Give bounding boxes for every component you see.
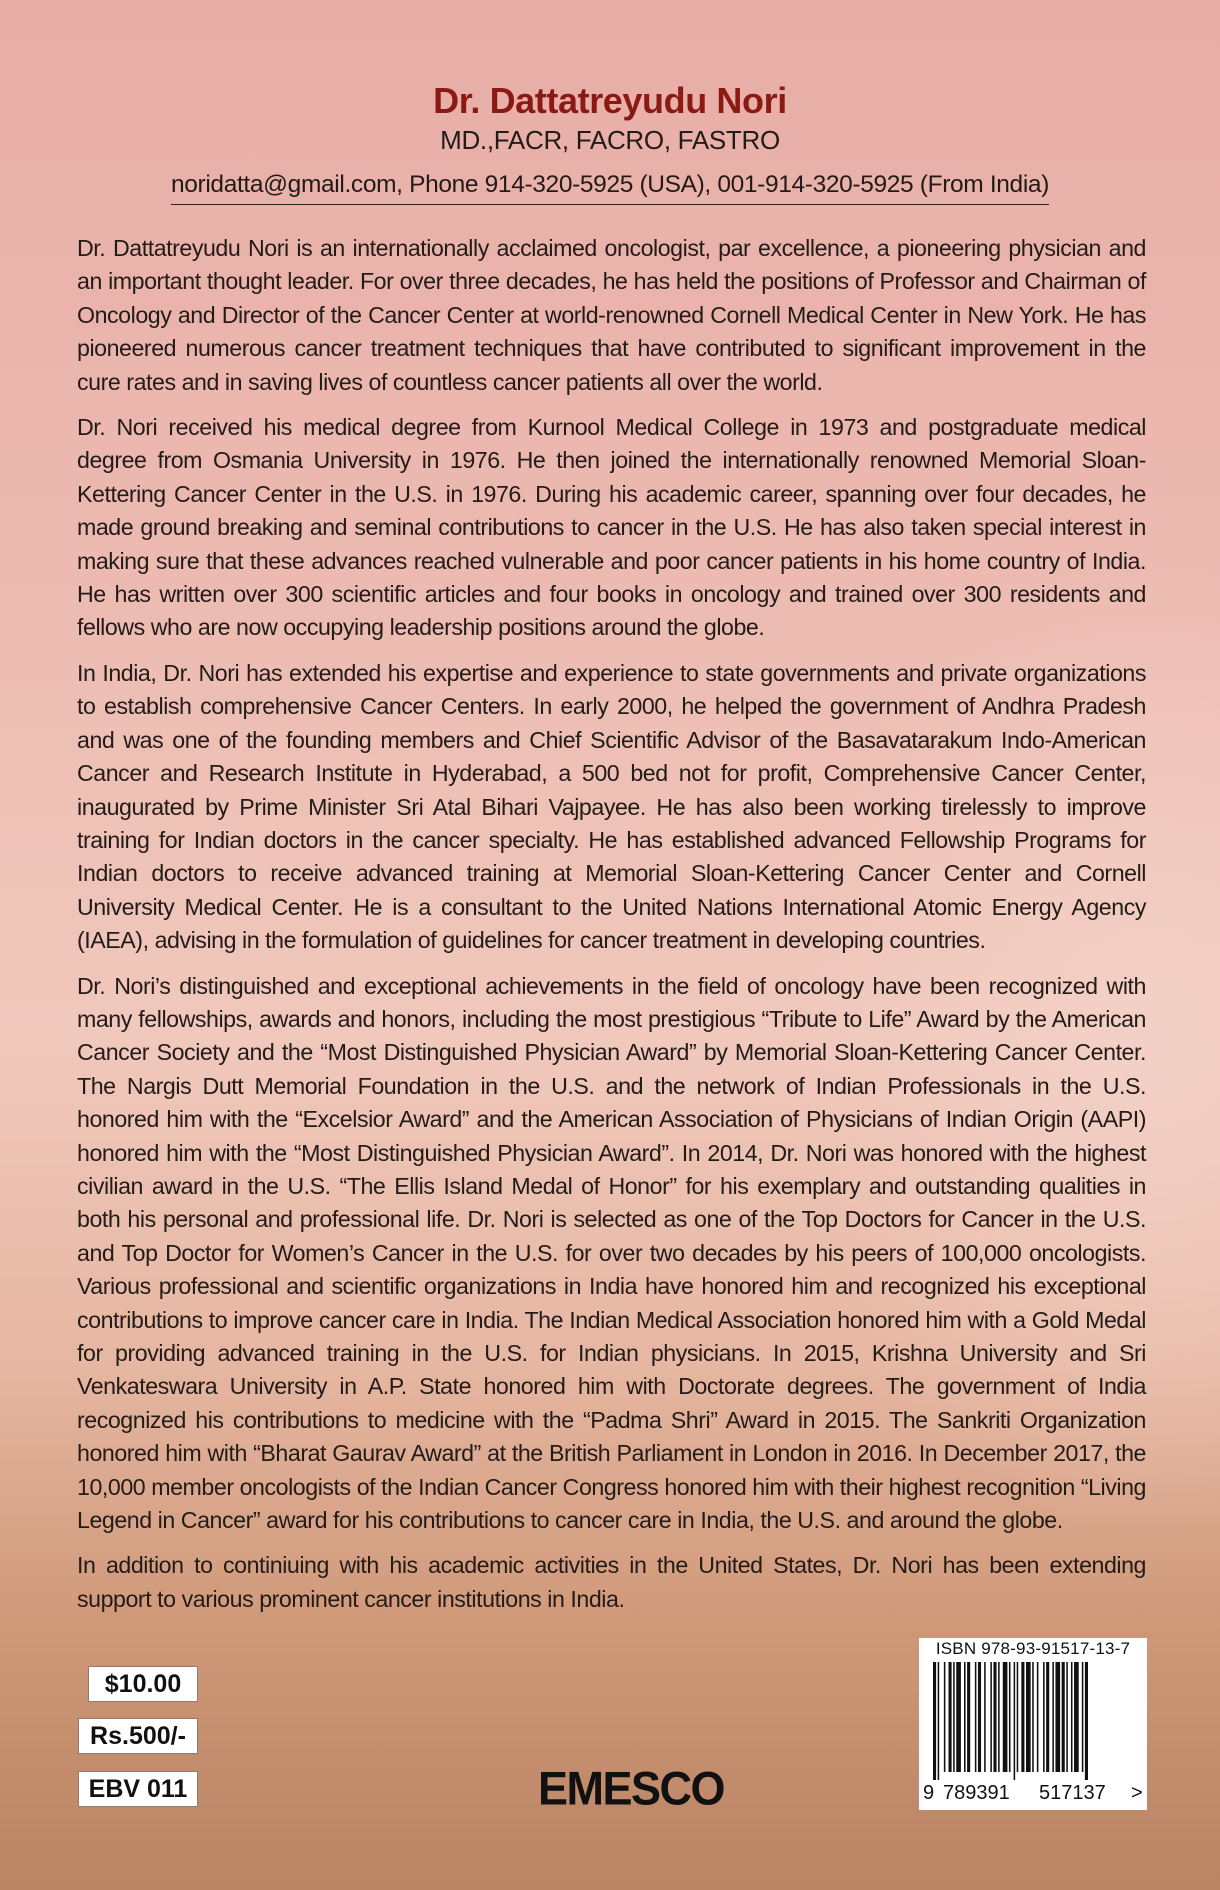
barcode-bar — [938, 1662, 940, 1780]
barcode-bar — [1032, 1662, 1034, 1772]
barcode-bar — [1017, 1662, 1019, 1772]
barcode-bar — [1026, 1662, 1031, 1772]
barcode-bar — [975, 1662, 977, 1772]
barcode-bar — [1009, 1662, 1011, 1772]
bio-paragraph: Dr. Dattatreyudu Nori is an internationally acclaimed oncologist, par excellence, a pioneering physician and an important thought leader. For over three decades, he has held the positions of Professor and Chairman of Oncology and Director of the Cancer Center at world-renowned Cornell Medical Center in New York. He has pioneered numerous cancer treatment techniques that have contributed to significant improvement in the cure rates and in saving lives of countless cancer patients all over the world. — [77, 235, 1146, 395]
barcode-bar — [1021, 1662, 1024, 1772]
barcode-bar — [1043, 1662, 1045, 1772]
isbn-barcode — [919, 1638, 1147, 1810]
barcode-bar — [1014, 1662, 1016, 1780]
barcode-digit-group-2: 517137 — [1039, 1782, 1106, 1804]
isbn-number: ISBN 978-93-91517-13-7 — [935, 1639, 1131, 1658]
bio-paragraph: In India, Dr. Nori has extended his expertise and experience to state governments and private organizations to establish comprehensive Cancer Centers. In early 2000, he helped the government of Andhra Pradesh and was one of the founding members and Chief Scientific Advisor of the Basavatarakum Indo-American Cancer and Research Institute in Hyderabad, a 500 bed not for profit, Comprehensive Cancer Center, inaugurated by Prime Minister Sri Atal Bihari Vajpayee. He has also been working tirelessly to improve training for Indian doctors in the cancer specialty. He has established advanced Fellowship Programs for Indian doctors to receive advanced training at Memorial Sloan-Kettering Cancer Center and Cornell University Medical Center. He is a consultant to the United Nations International Atomic Energy Agency (IAEA), advising in the formulation of guidelines for cancer treatment in developing countries. — [77, 659, 1146, 954]
barcode-arrow: > — [1131, 1782, 1143, 1804]
publisher-logo: EMESCO — [538, 1761, 725, 1816]
catalog-code-label: EBV 011 — [78, 1771, 198, 1807]
barcode-bar — [1055, 1662, 1060, 1772]
author-contact: noridatta@gmail.com, Phone 914-320-5925 (USA), 001-914-320-5925 (From India) — [171, 168, 1049, 205]
barcode-bar — [1085, 1662, 1088, 1780]
barcode-bar — [990, 1662, 992, 1772]
barcode-bar — [933, 1662, 936, 1780]
barcode-bar — [993, 1662, 996, 1772]
author-name: Dr. Dattatreyudu Nori — [433, 80, 787, 121]
barcode-bar — [998, 1662, 1000, 1772]
barcode-bar — [1062, 1662, 1065, 1772]
barcode-bar — [964, 1662, 966, 1772]
barcode-bar — [978, 1662, 981, 1772]
barcode-bar — [956, 1662, 961, 1772]
author-biography — [77, 232, 1146, 1628]
barcode-bar — [984, 1662, 986, 1772]
barcode-bar — [1074, 1662, 1079, 1772]
price-usd-label: $10.00 — [88, 1666, 198, 1702]
barcode-bar — [944, 1662, 946, 1772]
barcode-bars — [929, 1662, 1137, 1780]
barcode-lead-digit: 9 — [923, 1782, 935, 1804]
barcode-bar — [1071, 1662, 1073, 1772]
barcode-bar — [1082, 1662, 1084, 1772]
bio-paragraph: In addition to continiuing with his academic activities in the United States, Dr. Nori has been extending support to various prominent cancer institutions in India. — [77, 1552, 1146, 1612]
barcode-bar — [1037, 1662, 1039, 1772]
barcode-bar — [953, 1662, 955, 1772]
price-inr-label: Rs.500/- — [78, 1718, 198, 1754]
author-credentials: MD.,FACR, FACRO, FASTRO — [440, 125, 780, 155]
barcode-bar — [1003, 1662, 1008, 1772]
bio-paragraph: Dr. Nori’s distinguished and exceptional achievements in the field of oncology have been recognized with many fellowships, awards and honors, including the most prestigious “Tribute to Life” Award by the American Cancer Society and the “Most Distinguished Physician Award” by Memorial Sloan-Kettering Cancer Center. The Nargis Dutt Memorial Foundation in the U.S. and the network of Indian Professionals in the U.S. honored him with the “Excelsior Award” and the American Association of Physicians of Indian Origin (AAPI) honored him with the “Most Distinguished Physician Award”. In 2014, Dr. Nori was honored with the highest civilian award in the U.S. “The Ellis Island Medal of Honor” for his exemplary and outstanding qualities in both his personal and professional life. Dr. Nori is selected as one of the Top Doctors for Cancer in the U.S. and Top Doctor for Women’s Cancer in the U.S. for over two decades by his peers of 100,000 oncologists. Various professional and scientific organizations in India have honored him and recognized his exceptional contributions to improve cancer care in India. The Indian Medical Association honored him with a Gold Medal for providing advanced training in the U.S. for Indian physicians. In 2015, Krishna University and Sri Venkateswara University in A.P. State honored him with Doctorate degrees. The government of India recognized his contributions to medicine with the “Padma Shri” Award in 2015. The Sankriti Organization honored him with “Bharat Gaurav Award” at the British Parliament in London in 2016. In December 2017, the 10,000 member oncologists of the Indian Cancer Congress honored him with their highest recognition “Living Legend in Cancer” award for his contributions to cancer care in India, the U.S. and around the globe. — [77, 972, 1146, 1534]
barcode-bar — [1052, 1662, 1054, 1772]
bio-paragraph: Dr. Nori received his medical degree from Kurnool Medical College in 1973 and postgraduate medical degree from Osmania University in 1976. He then joined the internationally renowned Memorial Sloan-Kettering Cancer Center in the U.S. in 1976. During his academic career, spanning over four decades, he made ground breaking and seminal contributions to cancer in the U.S. He has also taken special interest in making sure that these advances reached vulnerable and poor cancer patients in his home country of India. He has written over 300 scientific articles and four books in oncology and trained over 300 residents and fellows who are now occupying leadership positions around the globe. — [77, 414, 1146, 641]
barcode-digit-group-1: 789391 — [943, 1782, 1010, 1804]
barcode-bar — [949, 1662, 952, 1772]
author-header — [0, 80, 1220, 205]
barcode-bar — [1066, 1662, 1068, 1772]
barcode-bar — [967, 1662, 970, 1772]
barcode-bar — [1046, 1662, 1049, 1772]
